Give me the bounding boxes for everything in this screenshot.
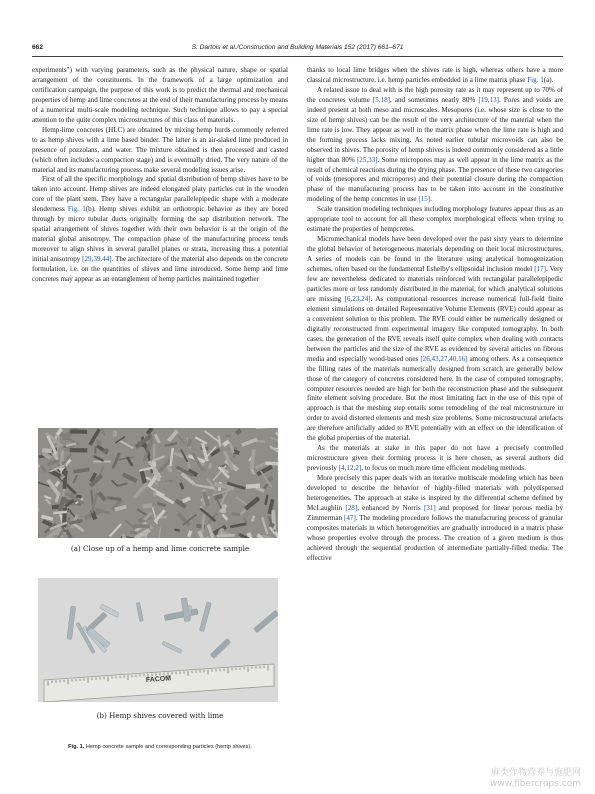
paragraph-text: (b). Hemp shives exhibit an orthotropic behavior as they are bored through by micro tubular ducts originally forming the sap distribution network. The spatial arrangement of shives together with their own behavior is at the origin of the material global anisotropy. The compaction phase of the manufacturing process tends moreover to align shives in several parallel planes or strata, increasing thus a potential initial anisotropy: [32, 205, 288, 264]
hemp-shives-image: [38, 578, 278, 702]
page-number: 662: [32, 44, 44, 51]
concrete-sample-photo: [38, 428, 278, 538]
watermark-line1: 麻类作物营养与施肥网: [490, 768, 581, 778]
paragraph-text: As the materials at stake in this paper do not have a precisely controlled microstructure given their forming process it is here chosen, as several authors did previously: [307, 444, 563, 473]
ruler-brand: FACOM: [145, 675, 172, 684]
paragraph-text: thanks to local lime bridges when the shives rate is high, whereas others have a more classical microstructure, i.e. hemp particles embedded in a lime matrix phase: [307, 66, 563, 84]
citation-link[interactable]: [19,13]: [478, 95, 500, 104]
citation-link[interactable]: [6,23,24]: [344, 294, 371, 303]
paragraph-text: First of all the specific morphology and spatial distribution of hemp shives have to be taken into account. Hemp shives are indeed elongated platy particles cut in the wooden core of the plant stem. They have a rectangular parallelepipedic shape with a moderate slenderness: [32, 175, 288, 214]
paragraph-text: . The modeling procedure follows the manufacturing process of granular composites materials in which heterogeneities are gradually introduced in a matrix phase whose properties evolve through the process. The creation of a given medium is thus achieved through the sequential production of intermediate partially-filled media. The effective: [307, 513, 563, 562]
figure-caption-label: Fig. 1.: [68, 744, 85, 750]
paragraph: [32, 175, 288, 284]
citation-link[interactable]: [5,18]: [372, 95, 391, 104]
citation-link[interactable]: [17]: [534, 265, 547, 274]
journal-citation: S. Dartois et al./Construction and Building Materials 152 (2017) 661–671: [191, 44, 404, 51]
paragraph: [307, 474, 563, 564]
paragraph: [32, 66, 288, 126]
paragraph-text: and proposed for linear porous media by Zimmerman: [307, 503, 563, 522]
paragraph-text: among others. As a consequence the filling rates of the materials numerically designed from scratch are generally below those of the category of concretes considered here. In the case of computed tomography, computer resources needed are high for both the reconstruction phase and the subsequent finite element solving procedure. But the most limitating fact in the use of this type of approach is that the meshing step entails some remodeling of the real microstructure in order to avoid distorted elements and mesh size problems. Some microstructural artefacts are therefore artificially added to RVE potentially with an effect on the identification of the global properties of the material.: [307, 354, 563, 443]
citation-link[interactable]: [47]: [343, 513, 356, 522]
figure-caption-text: Hemp concrete sample and corresponding particles (hemp shives).: [85, 744, 252, 750]
paragraph-text: , enhanced by Norris: [357, 503, 424, 512]
paragraph-text: .: [430, 195, 432, 204]
paragraph: [307, 235, 563, 444]
watermark: [490, 768, 581, 790]
paragraph-text: experiments") with varying parameters, such as the physical nature, shape or spatial arrangement of the constituents. In the framework of a large optimization and certification campaign, the purpose of this work is to predict the thermal and mechanical properties of hemp and lime concretes at the end of their manufacturing process by means of a numerical multi-scale modeling technique. Such technique allows to pay a special attention to the quite complex microstructures of this class of materials.: [32, 66, 288, 124]
paragraph-text: Micromechanical models have been developed over the past sixty years to determine the global behavior of heterogeneous materials depending on their local microstructures. A series of models can be found in the literature using analytical homogenization schemes, often based on the fundamental Eshelby's ellipsoidal inclusion model: [307, 235, 563, 274]
paragraph: [307, 205, 563, 235]
paragraph: [307, 86, 563, 205]
paragraph-text: . Some micropores may as well appear in the lime matrix as the result of chemical reactions during the drying phase. The presence of these two categories of voids (mesopores and micropores) and their potential closure during the compaction phase of the manufacturing process has to be taken into account in the constitutive modeling of the hemp concretes in use: [307, 155, 563, 204]
paragraph-text: . The architecture of the material also depends on the concrete formulation, i.e. on the quantities of shives and lime introduced. Some hemp and lime concretes may appear as an entanglement of hemp particles maintained together: [32, 255, 289, 284]
paragraph-text: , and sometimes nearly 80%: [390, 95, 479, 104]
paragraph: [32, 126, 288, 176]
citation-link[interactable]: [26,43,27,40,16]: [420, 354, 468, 363]
citation-link[interactable]: Fig. 1: [67, 205, 86, 214]
paragraph: [307, 444, 563, 474]
citation-link[interactable]: [25,33]: [356, 155, 378, 164]
paragraph-text: A related issue to deal with is the high porosity rate as it may represent up to 70% of the concretes volume: [307, 85, 563, 104]
paragraph: [307, 66, 563, 86]
citation-link[interactable]: Fig. 1: [527, 75, 544, 84]
paragraph-text: . Pores and voids are indeed present at both meso and microscales. Mesopores (i.e. whose size is close to the size of hemp shives) can be the result of the very architecture of the material when the lime rate is low. They appear as well in the matrix phase when the lime rate is high and the forming process lacks mixing. As noted earlier tubular microvoids can also be observed in shives. The porosity of hemp shives is indeed commonly considered as a little higher than 80%: [307, 95, 564, 164]
subcaption-a: (a) Close up of a hemp and lime concrete sample: [70, 544, 250, 553]
citation-link[interactable]: [4,12,2]: [338, 464, 362, 473]
subcaption-b: (b) Hemp shives covered with lime: [96, 711, 224, 720]
citation-link[interactable]: [28]: [345, 503, 358, 512]
citation-link[interactable]: [15]: [418, 195, 431, 204]
paragraph-text: , to focus on much more time efficient modeling methods.: [361, 464, 526, 473]
paragraph-text: Scale transition modeling techniques including morphology features appear thus as an appropriate tool to account for all these complex morphological effects when trying to estimate the properties of hempcretes.: [307, 205, 563, 234]
right-column: [307, 66, 563, 790]
paragraph-text: . Very few are nevertheless dedicated to materials reinforced with rectangular parallelepipedic particles more or less randomly distributed in the material, for which analytical solutions are missing: [307, 265, 563, 303]
figure-caption: [32, 744, 288, 750]
left-column: [32, 66, 288, 396]
paragraph-text: More precisely this paper deals with an iterative multiscale modeling which has been developed to describe the behavior of highly-filled materials with polydispersed heterogeneities. The approach at stake is inspired by the differential scheme defined by McLaughlin: [307, 474, 563, 512]
citation-link[interactable]: [31]: [423, 503, 436, 512]
watermark-line2: www.fibercrops.com: [490, 779, 581, 789]
header-rule: [32, 56, 563, 57]
paragraph-text: . As computational resources increase numerical full-field finite element simulations on detailed Representative Volume Elements (RVE) could appear as a convenient solution to this problem. The RVE could either be numerically designed or digitally reconstructed from experimental imagery like computed tomography. In both cases, the generation of the RVE reveals itself quite complex when dealing with contacts between the particles and the size of the RVE as evidenced by several articles on fibrous media and especially wood-based ones: [307, 294, 564, 363]
concrete-sample-image: [38, 428, 278, 538]
paragraph-text: (a).: [543, 75, 554, 84]
hemp-shives-photo: [38, 578, 278, 702]
citation-link[interactable]: [29,39,44]: [82, 255, 112, 264]
paragraph-text: Hemp-lime concretes (HLC) are obtained by mixing hemp hurds commonly referred to as hemp shives with a lime based binder. The latter is an air-slaked lime produced in presence of pozzolans, and water. The mixture obtained is then processed and casted (which often includes a compaction stage) and is eventually dried. The very nature of the material and its manufacturing process make several modeling issues arise.: [32, 125, 288, 174]
running-header: [32, 44, 563, 56]
